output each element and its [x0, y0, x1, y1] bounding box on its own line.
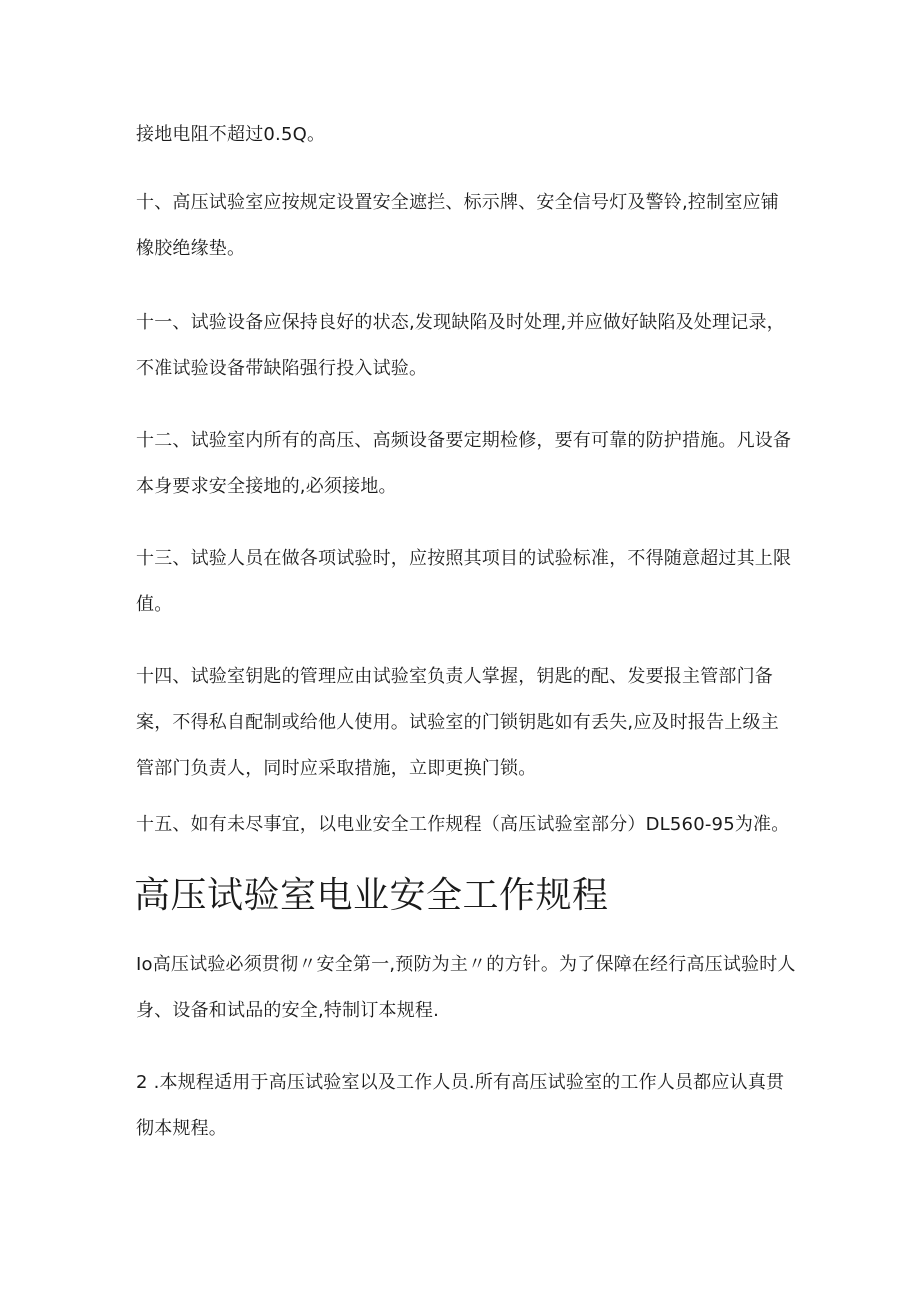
- paragraph-rule-1: Io高压试验必须贯彻〃安全第一,预防为主〃的方针。为了保障在经行高压试验时人身、设备和试品的安全,特制订本规程.: [136, 954, 796, 1021]
- paragraph-item-13: 十三、试验人员在做各项试验时，应按照其项目的试验标准，不得随意超过其上限值。: [136, 548, 792, 615]
- paragraph-rule-2: 2 .本规程适用于高压试验室以及工作人员.所有高压试验室的工作人员都应认真贯彻本规程。: [136, 1072, 785, 1139]
- paragraph-item-15: 十五、如有未尽事宜，以电业安全工作规程（高压试验室部分）DL560-95为准。: [136, 814, 790, 835]
- paragraph-item-10: 十、高压试验室应按规定设置安全遮拦、标示牌、安全信号灯及警铃,控制室应铺橡胶绝缘垫。: [136, 192, 779, 259]
- paragraph-item-11: 十一、试验设备应保持良好的状态,发现缺陷及时处理,并应做好缺陷及处理记录，不准试验设备带缺陷强行投入试验。: [136, 312, 785, 379]
- section-title: 高压试验室电业安全工作规程: [134, 875, 609, 916]
- paragraph-item-14: 十四、试验室钥匙的管理应由试验室负责人掌握，钥匙的配、发要报主管部门备案，不得私自配制或给他人使用。试验室的门锁钥匙如有丢失,应及时报告上级主管部门负责人，同时应采取措施，立即更换门锁。: [136, 666, 779, 779]
- paragraph-item-12: 十二、试验室内所有的高压、高频设备要定期检修，要有可靠的防护措施。凡设备本身要求安全接地的,必须接地。: [136, 430, 792, 497]
- paragraph-grounding-resistance: 接地电阻不超过0.5Q。: [136, 124, 326, 145]
